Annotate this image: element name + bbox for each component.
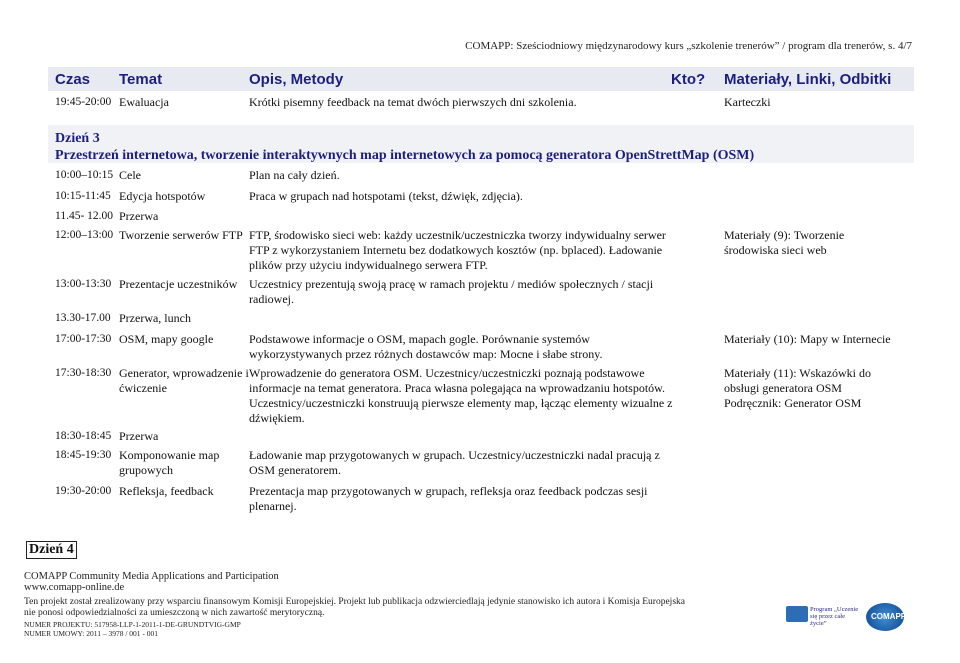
row2-desc: Praca w grupach nad hotspotami (tekst, dźwięk, zdjęcia). — [249, 189, 523, 203]
row9-time: 18:30-18:45 — [55, 430, 112, 442]
row6-topic: Przerwa, lunch — [119, 311, 191, 325]
footer-disclaimer: Ten projekt został zrealizowany przy wsparciu finansowym Komisji Europejskiej. Projekt lub publikacja odzwierciedlają jedynie stanowisko ich autora i Komisja Europejska — [24, 597, 685, 607]
row3-time: 11.45- 12.00 — [55, 210, 114, 222]
row11-topic: Refleksja, feedback — [119, 484, 214, 498]
row7-time: 17:00-17:30 — [55, 333, 112, 345]
row4-time: 12:00–13:00 — [55, 229, 114, 241]
row8-desc: Wprowadzenie do generatora OSM. Uczestnicy/uczestniczki poznają podstawowe informacje na temat generatora. Praca własna polegająca na wprowadzaniu hotspotów. Uczestnicy/uczestniczki konstruują pierwsze elementy map, łącząc elementy wizualne z dźwiękiem. — [249, 366, 673, 425]
row5-desc: Uczestnicy prezentują swoją pracę w ramach projektu / mediów społecznych / stacji radiowej. — [249, 277, 654, 306]
row5-topic: Prezentacje uczestników — [119, 277, 238, 291]
day4-heading: Dzień 4 — [26, 541, 77, 559]
footer-disclaimer2: nie ponosi odpowiedzialności za umieszczoną w nich zawartość merytoryczną. — [24, 608, 325, 618]
row5-time: 13:00-13:30 — [55, 278, 112, 290]
footer-project-number: NUMER PROJEKTU: 517958-LLP-1-2011-1-DE-GRUNDTVIG-GMP — [24, 620, 241, 629]
row1-time: 10:00–10:15 — [55, 169, 114, 181]
row8-materials: Materiały (11): Wskazówki do obsługi generatora OSM Podręcznik: Generator OSM — [724, 366, 871, 410]
day3-subtitle: Przestrzeń internetowa, tworzenie interaktywnych map internetowych za pomocą generatora OpenStrettMap (OSM) — [55, 148, 755, 163]
row7-desc: Podstawowe informacje o OSM, mapach gogle. Porównanie systemów wykorzystywanych przez różnych dostawców map: Mocne i słabe strony. — [249, 332, 603, 361]
row0-materials: Karteczki — [724, 95, 771, 109]
col-materialy: Materiały, Linki, Odbitki — [724, 71, 892, 88]
row9-topic: Przerwa — [119, 429, 159, 443]
row11-desc: Prezentacja map przygotowanych w grupach, refleksja oraz feedback podczas sesji plenarnej. — [249, 484, 648, 513]
row11-time: 19:30-20:00 — [55, 485, 112, 497]
row8-time: 17:30-18:30 — [55, 367, 112, 379]
row2-topic: Edycja hotspotów — [119, 189, 206, 203]
comapp-logo-text: COMAPP — [871, 612, 907, 621]
page-header: COMAPP: Sześciodniowy międzynarodowy kurs „szkolenie trenerów” / program dla trenerów, s. 4/7 — [465, 40, 912, 52]
row4-materials: Materiały (9): Tworzenie środowiska sieci web — [724, 228, 845, 257]
col-temat: Temat — [119, 71, 163, 88]
col-kto: Kto? — [671, 71, 706, 88]
row1-topic: Cele — [119, 168, 141, 182]
row7-materials: Materiały (10): Mapy w Internecie — [724, 332, 891, 346]
row2-time: 10:15-11:45 — [55, 190, 111, 202]
col-opis: Opis, Metody — [249, 71, 344, 88]
row8-topic: Generator, wprowadzenie i ćwiczenie — [119, 366, 249, 395]
footer-line1: COMAPP Community Media Applications and Participation — [24, 571, 279, 582]
row0-time: 19:45-20:00 — [55, 96, 112, 108]
row10-desc: Ładowanie map przygotowanych w grupach. Uczestnicy/uczestniczki nadal pracują z OSM generatorem. — [249, 448, 660, 477]
row4-desc: FTP, środowisko sieci web: każdy uczestnik/uczestniczka tworzy indywidualny serwer FTP z wykorzystaniem Internetu bez dodatkowych kosztów (np. bplaced). Ładowanie plików przy użyciu indywidualnego serwera FTP. — [249, 228, 666, 272]
row10-topic: Komponowanie map grupowych — [119, 448, 220, 477]
footer-agreement-number: NUMER UMOWY: 2011 – 3978 / 001 - 001 — [24, 629, 159, 638]
day3-title: Dzień 3 — [55, 131, 100, 146]
row6-time: 13.30-17.00 — [55, 312, 111, 324]
row1-desc: Plan na cały dzień. — [249, 168, 340, 182]
program-logo-text: Program „Uczenie się przez całe życie” — [810, 606, 859, 627]
row10-time: 18:45-19:30 — [55, 449, 112, 461]
row4-topic: Tworzenie serwerów FTP — [119, 228, 243, 242]
footer-url: www.comapp-online.de — [24, 582, 125, 593]
col-czas: Czas — [55, 71, 91, 88]
row7-topic: OSM, mapy google — [119, 332, 214, 346]
row0-topic: Ewaluacja — [119, 95, 169, 109]
eu-flag-icon — [786, 606, 808, 622]
day3-heading — [55, 130, 754, 164]
row0-desc: Krótki pisemny feedback na temat dwóch pierwszych dni szkolenia. — [249, 95, 577, 109]
row3-topic: Przerwa — [119, 209, 159, 223]
